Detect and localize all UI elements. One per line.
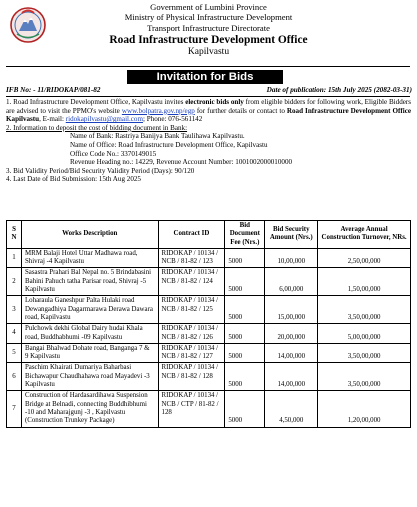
row-sn: 2 bbox=[7, 268, 22, 296]
paragraph-invitation bbox=[6, 98, 411, 124]
table-row bbox=[7, 268, 411, 296]
row-sn: 1 bbox=[7, 248, 22, 268]
row-sn: 6 bbox=[7, 363, 22, 391]
office-name-line: Name of Office: Road Infrastructure Development Office, Kapilvastu bbox=[70, 140, 268, 149]
office-code: Office Code No.: 3370149015 bbox=[70, 149, 157, 158]
row-security: 14,00,000 bbox=[265, 343, 318, 363]
table-row bbox=[7, 343, 411, 363]
row-fee: 5000 bbox=[225, 363, 265, 391]
validity-period: 3. Bid Validity Period/Bid Security Validity Period (Days): 90/120 bbox=[6, 166, 195, 175]
header-security: Bid Security Amount (Nrs.) bbox=[265, 221, 318, 249]
header-works: Works Description bbox=[21, 221, 158, 249]
row-turnover: 3,50,00,000 bbox=[318, 296, 411, 324]
document-header bbox=[0, 2, 417, 58]
row-works: MRM Balaji Hotel Uttar Madhawa road, Shivraj -4 Kapilvastu bbox=[21, 248, 158, 268]
phone-text: ; Phone: 076-561142 bbox=[143, 115, 203, 124]
row-contract-id: RIDOKAP / 10134 / NCB / CTP / 81-82 / 128 bbox=[158, 391, 225, 427]
para1-text-a: 1. Road Infrastructure Development Office, Kapilvastu invites bbox=[6, 98, 186, 106]
table-row bbox=[7, 296, 411, 324]
row-fee: 5000 bbox=[225, 268, 265, 296]
row-turnover: 3,50,00,000 bbox=[318, 363, 411, 391]
row-fee: 5000 bbox=[225, 391, 265, 427]
row-fee: 5000 bbox=[225, 296, 265, 324]
ppmo-website-link[interactable]: www.bolpatra.gov.np/egp bbox=[121, 106, 195, 115]
para1-text-d: for further details or contact to bbox=[194, 106, 287, 115]
para1-text-f: , E-mail: bbox=[39, 115, 66, 124]
row-contract-id: RIDOKAP / 10134 / NCB / 81-82 / 125 bbox=[158, 296, 225, 324]
office-location: Kapilvastu bbox=[187, 47, 230, 58]
meta-divider bbox=[6, 96, 410, 97]
government-line: Government of Lumbini Province bbox=[150, 2, 267, 12]
row-contract-id: RIDOKAP / 10134 / NCB / 81-82 / 127 bbox=[158, 343, 225, 363]
row-works: Bangai Bhalwad Dohate road, Banganga 7 & 9 Kapilvastu bbox=[21, 343, 158, 363]
header-fee: Bid Document Fee (Nrs.) bbox=[225, 221, 265, 249]
bank-name: Name of Bank: Rastriya Banijya Bank Taulihawa Kapilvastu. bbox=[70, 132, 245, 141]
row-fee: 5000 bbox=[225, 324, 265, 344]
header-contract: Contract ID bbox=[158, 221, 225, 249]
table-row bbox=[7, 363, 411, 391]
row-works: Pulchowk dekhi Global Dairy hudai Khala road, Buddhabhumi -09 Kapilvastu bbox=[21, 324, 158, 344]
directorate-line: Transport Infrastructure Directorate bbox=[147, 22, 270, 33]
header-sn: S N bbox=[7, 221, 22, 249]
header-turnover: Average Annual Construction Turnover, NRs. bbox=[318, 221, 411, 249]
row-fee: 5000 bbox=[225, 248, 265, 268]
row-turnover: 1,50,00,000 bbox=[318, 268, 411, 296]
row-works: Loharaula Ganeshpur Palta Hulaki road Dewangadhiya Dagarmarawa Derawa Dawara road, Kapilvastu bbox=[21, 296, 158, 324]
publication-date: Date of publication: 15th July 2025 (2082-03-31) bbox=[266, 86, 412, 94]
row-sn: 7 bbox=[7, 391, 22, 427]
row-security: 10,00,000 bbox=[265, 248, 318, 268]
table-row bbox=[7, 324, 411, 344]
row-sn: 3 bbox=[7, 296, 22, 324]
table-row bbox=[7, 248, 411, 268]
notice-title: Invitation for Bids bbox=[127, 70, 283, 84]
row-security: 20,00,000 bbox=[265, 324, 318, 344]
row-sn: 5 bbox=[7, 343, 22, 363]
notice-body bbox=[6, 98, 411, 184]
row-works: Construction of Hardasardihawa Suspension Bridge at Belnadi, connecting Buddhibhumi -10 and Maharajgunj -3 , Kapilvastu (Construction Trunkey Package) bbox=[21, 391, 158, 427]
row-turnover: 5,00,00,000 bbox=[318, 324, 411, 344]
row-security: 6,00,000 bbox=[265, 268, 318, 296]
row-contract-id: RIDOKAP / 10134 / NCB / 81-82 / 128 bbox=[158, 363, 225, 391]
header-divider bbox=[6, 66, 410, 67]
ifb-number: IFB No: - 11/RIDOKAP/081-82 bbox=[6, 86, 101, 94]
notice-meta bbox=[6, 86, 412, 95]
table-header-row bbox=[7, 221, 411, 249]
paragraph-bank-title: 2. Information to deposit the cost of bidding document in Bank: bbox=[6, 123, 188, 132]
para1-emphasis-electronic: electronic bids only bbox=[185, 98, 244, 106]
email-link[interactable]: ridokapilvastu@gmail.com bbox=[65, 115, 143, 124]
row-works: Sasastra Prahari Bal Nepal no. 5 Brindabasini Bahini Pahuch tatha Parisar road, Shivraj -5 Kapilvastu bbox=[21, 268, 158, 296]
row-works: Paschim Khairati Dumariya Baharbasi Bichawapur Chaudhahawa road Mayadevi -3 Kapilvastu bbox=[21, 363, 158, 391]
row-turnover: 3,50,00,000 bbox=[318, 343, 411, 363]
table-row bbox=[7, 391, 411, 427]
row-sn: 4 bbox=[7, 324, 22, 344]
row-security: 14,00,000 bbox=[265, 363, 318, 391]
last-submission-date: 4. Last Date of Bid Submission: 15th Aug 2025 bbox=[6, 175, 141, 184]
row-security: 15,00,000 bbox=[265, 296, 318, 324]
row-turnover: 2,50,00,000 bbox=[318, 248, 411, 268]
row-fee: 5000 bbox=[225, 343, 265, 363]
row-security: 4,50,000 bbox=[265, 391, 318, 427]
row-contract-id: RIDOKAP / 10134 / NCB / 81-82 / 126 bbox=[158, 324, 225, 344]
para1-office-emphasis: Road Infrastructure Development Office Kapilvastu bbox=[6, 106, 411, 124]
row-turnover: 1,20,00,000 bbox=[318, 391, 411, 427]
office-name: Road Infrastructure Development Office bbox=[109, 34, 308, 47]
revenue-heading: Revenue Heading no.: 14229, Revenue Account Number: 1001002000010000 bbox=[70, 158, 293, 167]
ministry-line: Ministry of Physical Infrastructure Development bbox=[124, 12, 293, 23]
para1-text-c: from eligible bidders for following work, Eligible Bidders are advised to visit the PPMO's website bbox=[6, 98, 412, 115]
row-contract-id: RIDOKAP / 10134 / NCB / 81-82 / 124 bbox=[158, 268, 225, 296]
works-table bbox=[6, 220, 411, 428]
row-contract-id: RIDOKAP / 10134 / NCB / 81-82 / 123 bbox=[158, 248, 225, 268]
